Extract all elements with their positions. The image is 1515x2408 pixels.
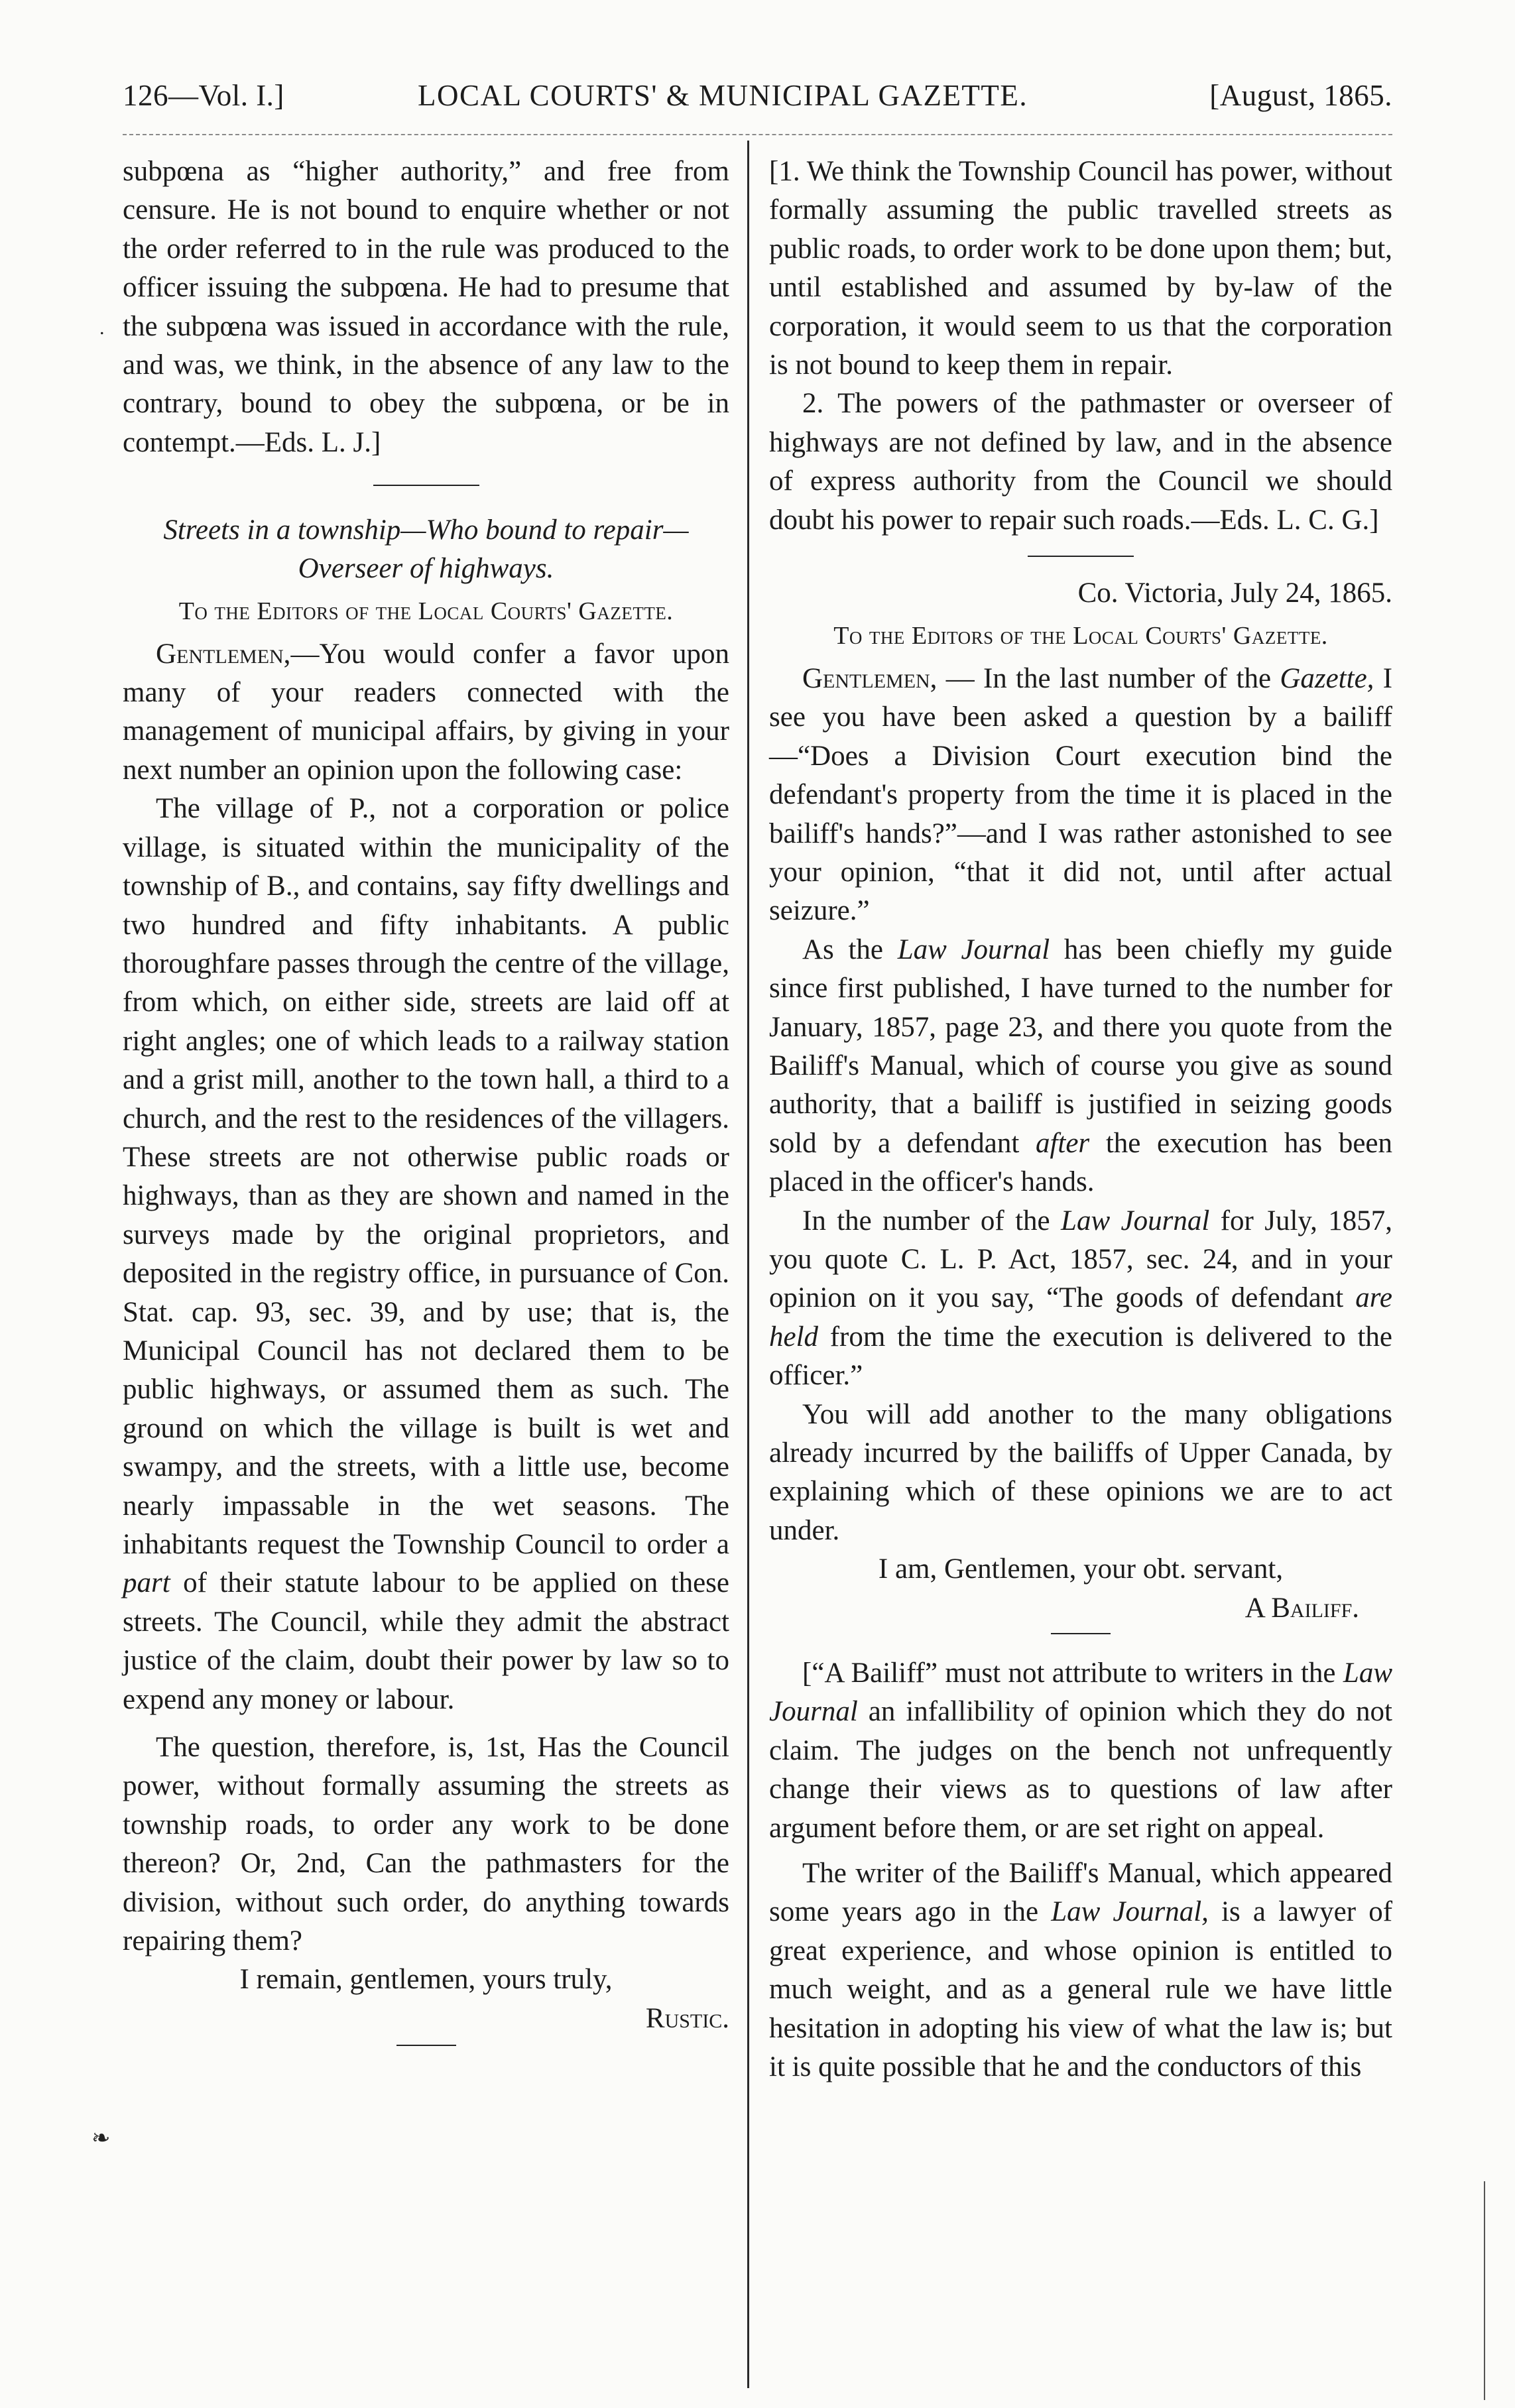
obligations-paragraph: You will add another to the many obligations already incurred by the bailiffs of Upper Canada, by explaining which of these opinions we are to act under.	[769, 1398, 1392, 1546]
end-rule	[396, 2045, 456, 2046]
rule-after-signature	[1051, 1633, 1111, 1634]
bailiff-letter-opening	[769, 660, 1392, 931]
letter-opening	[123, 635, 729, 790]
editors-note-end: subpœna as “higher authority,” and free from censure. He is not bound to enquire whether or not the order referred to in the rule was produced to the officer issuing the subpœna. He had to presume that the subpœna was issued in accordance with the rule, and was, we think, in the absence of any law to the contrary, bound to obey the subpœna, or be in contempt.—Eds. L. J.]	[123, 156, 729, 458]
right-column	[769, 152, 1392, 2087]
letter-body-text: The village of P., not a corporation or police village, is situated within the municipality of the township of B., and contains, say fifty dwellings and two hundred and fifty inhabitants. A public thoroughfare passes through the centre of the village, from which, on either side, streets are laid off at right angles; one of which leads to a railway station and a grist mill, another to the town hall, a third to a church, and the rest to the residences of the villagers. These streets are not otherwise public roads or highways, than as they are shown and named in the surveys made by the original proprietors, and deposited in the registry office, in pursuance of Con. Stat. cap. 93, sec. 39, and by use; that is, the Municipal Council has not declared them to be public highways, or assumed them as such. The ground on which the village is built is wet and swampy, and the streets, with a little use, become nearly impassable in the wet seasons. The inhabitants request the Township Council to order a	[123, 793, 729, 1560]
italic-part: part	[123, 1567, 170, 1599]
edge-line	[1484, 2181, 1485, 2400]
running-header	[123, 78, 1392, 125]
editors-reply	[769, 1654, 1392, 1848]
reply-point-two: 2. The powers of the pathmaster or overseer of highways are not defined by law, and in the absence of express authority from the Council we should doubt his power to repair such roads.—Eds. L. C. G.]	[769, 388, 1392, 536]
letter-dateline: Co. Victoria, July 24, 1865.	[1077, 577, 1392, 609]
letter-opening-text: —You would confer a favor upon many of your readers connected with the management of municipal affairs, by giving in your next number an opinion upon the following case:	[123, 638, 729, 786]
to-editors-line-right: To the Editors of the Local Courts' Gazette.	[833, 622, 1328, 650]
section-rule-right	[1028, 556, 1134, 557]
lj-text-c: the execution has been placed in the officer's hands.	[769, 1127, 1393, 1198]
article-title-line1: Streets in a township—Who bound to repair—	[163, 514, 689, 546]
left-column	[123, 152, 729, 2071]
are-held-italic: are held	[769, 1282, 1393, 1353]
bailiff-signature: A Bailiff.	[1244, 1592, 1359, 1624]
lj-italic: Law Journal	[897, 933, 1050, 965]
section-rule	[373, 485, 479, 486]
bailiff-closing: I am, Gentlemen, your obt. servant,	[878, 1553, 1284, 1585]
letter-closing: I remain, gentlemen, yours truly,	[239, 1964, 613, 1996]
article-title-line2: Overseer of highways.	[298, 553, 554, 585]
column-divider	[747, 141, 749, 2388]
reply-lj-italic: Law Journal	[769, 1657, 1393, 1728]
margin-dot: .	[99, 317, 105, 339]
opening-text-a: — In the last number of the	[945, 662, 1272, 694]
lj-text-b: has been chiefly my guide since first published, I have turned to the number for January, 1857, page 23, and there you quote from the Bailiff's Manual, which of course you give as sound authority, that a bailiff is justified in seizing goods sold by a defendant	[769, 933, 1392, 1159]
manual-text-a: The writer of the Bailiff's Manual, which appeared some years ago in the	[769, 1858, 1392, 1928]
salutation-right: Gentlemen,	[802, 662, 938, 694]
after-italic: after	[1035, 1127, 1090, 1159]
reply-text-b: an infallibility of opinion which they do not claim. The judges on the bench not unfrequently change their views as to questions of law after argument before them, or are set right on appeal.	[769, 1696, 1392, 1844]
lj-text-a: As the	[802, 933, 883, 965]
law-journal-paragraph	[769, 931, 1392, 1202]
article-title	[123, 511, 729, 588]
letter-body	[123, 790, 729, 1719]
gazette-italic: Gazette,	[1280, 662, 1374, 694]
july-text-c: from the time the execution is delivered to the officer.”	[769, 1321, 1393, 1392]
letter-question: The question, therefore, is, 1st, Has the Council power, without formally assuming the streets as township roads, to order any work to be done thereon? Or, 2nd, Can the pathmasters for the division, without such order, do anything towards repairing them?	[123, 1732, 729, 1957]
opening-text-b: I see you have been asked a question by a bailiff—“Does a Division Court execution bind the defendant's property from the time it is placed in the bailiff's hands?”—and I was rather astonished to see your opinion, “that it did not, until after actual seizure.”	[769, 662, 1393, 927]
publication-title: LOCAL COURTS' & MUNICIPAL GAZETTE.	[418, 79, 1028, 112]
manual-text-b: is a lawyer of great experience, and whose opinion is entitled to much weight, and as a general rule we have little hesitation in adopting his view of what the law is; but it is quite possible that he and the conductors of this	[769, 1896, 1393, 2083]
july-text-a: In the number of the	[802, 1205, 1050, 1236]
july-number-paragraph	[769, 1202, 1392, 1396]
july-lj-italic: Law Journal	[1061, 1205, 1210, 1236]
issue-date: [August, 1865.	[1209, 79, 1392, 112]
reply-text-a: [“A Bailiff” must not attribute to writers in the	[802, 1657, 1336, 1689]
header-rule	[123, 134, 1392, 135]
reply-point-one: [1. We think the Township Council has power, without formally assuming the public travelled streets as public roads, to order work to be done upon them; but, until established and assumed by by-law of the corporation, it would seem to us that the corporation is not bound to keep them in repair.	[769, 156, 1392, 381]
letter-signature: Rustic.	[645, 2002, 729, 2034]
bailiffs-manual-paragraph	[769, 1854, 1392, 2086]
letter-body-end: of their statute labour to be applied on these streets. The Council, while they admit the abstract justice of the claim, doubt their power by law so to expend any money or labour.	[123, 1567, 729, 1715]
manual-lj-italic: Law Journal,	[1051, 1896, 1209, 1928]
to-editors-line: To the Editors of the Local Courts' Gazette.	[178, 597, 674, 626]
margin-marker: ❧	[91, 2126, 111, 2151]
page-volume: 126—Vol. I.]	[123, 79, 284, 112]
july-text-b: for July, 1857, you quote C. L. P. Act, 1857, sec. 24, and in your opinion on it you say, “The goods of defendant	[769, 1205, 1393, 1314]
salutation: Gentlemen,	[156, 638, 291, 670]
